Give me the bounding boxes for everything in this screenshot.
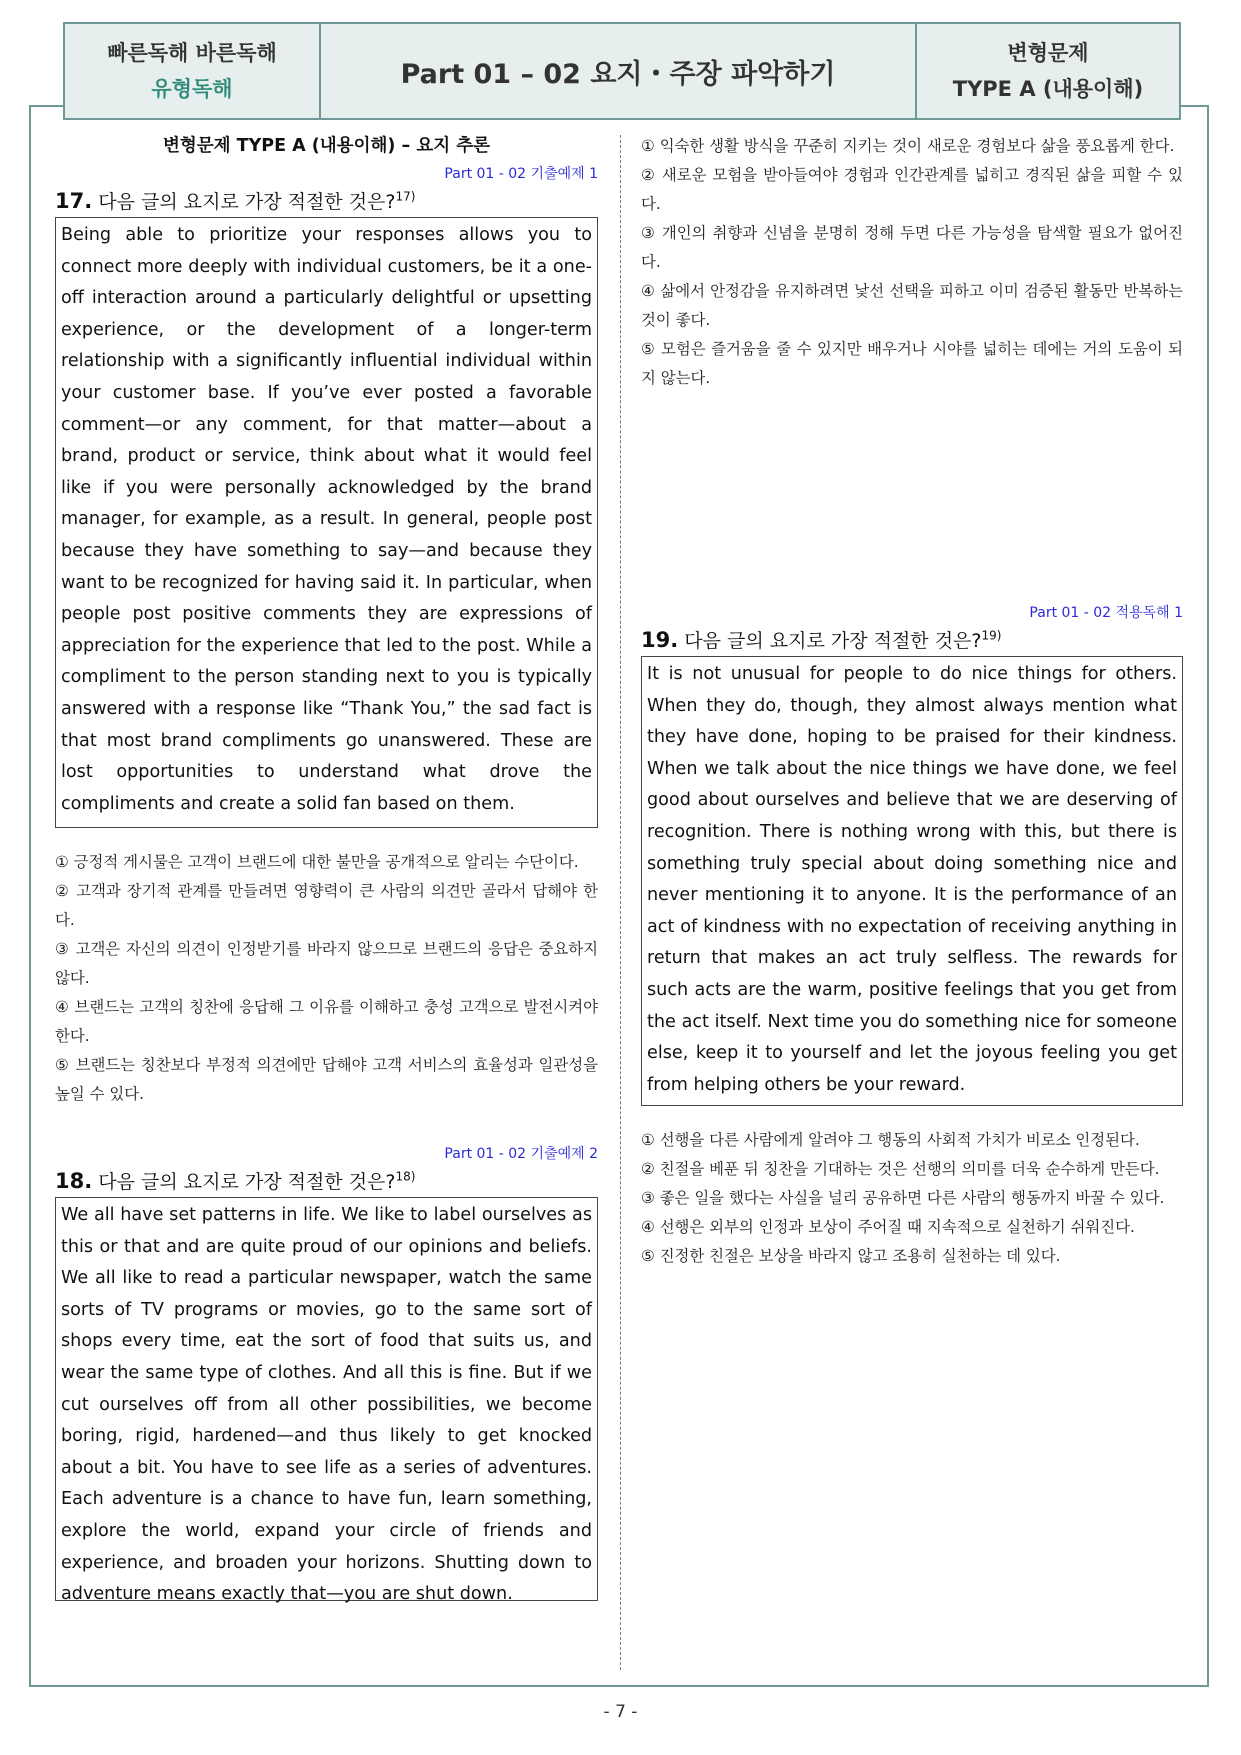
q17-choices [55, 848, 598, 1109]
q18-choice-2: ② 새로운 모험을 받아들여야 경험과 인간관계를 넓히고 경직된 삶을 피할 수 있다. [641, 166, 1183, 213]
q17-choice-1: ① 긍정적 게시물은 고객이 브랜드에 대한 불만을 공개적으로 알리는 수단이다. [55, 853, 579, 871]
header-chapter-title: Part 01 – 02 요지・주장 파악하기 [321, 24, 917, 118]
header-book-name: 빠른독해 바른독해 [107, 41, 277, 65]
q19-choice-3: ③ 좋은 일을 했다는 사실을 널리 공유하면 다른 사람의 행동까지 바꿀 수 있다. [641, 1189, 1165, 1207]
header-book-title [65, 24, 321, 118]
q17-choice-3: ③ 고객은 자신의 의견이 인정받기를 바라지 않으므로 브랜드의 응답은 중요하지 않다. [55, 940, 598, 987]
q19-number: 19. [641, 628, 679, 652]
q19-source: Part 01 - 02 적용독해 1 [1029, 605, 1183, 621]
q18-prompt-text: 다음 글의 요지로 가장 적절한 것은? [98, 1171, 396, 1193]
q19-choice-2: ② 친절을 베푼 뒤 칭찬을 기대하는 것은 선행의 의미를 더욱 순수하게 만든다. [641, 1160, 1160, 1178]
q19-choice-1: ① 선행을 다른 사람에게 알려야 그 행동의 사회적 가치가 비로소 인정된다. [641, 1131, 1140, 1149]
q19-prompt [641, 626, 1183, 653]
q17-footnote: 17) [395, 189, 416, 204]
right-column [641, 132, 1183, 1271]
q17-prompt-text: 다음 글의 요지로 가장 적절한 것은? [98, 191, 396, 213]
page-number: - 7 - [603, 1702, 638, 1722]
q18-source: Part 01 - 02 기출예제 2 [444, 1146, 598, 1162]
q18-choice-1: ① 익숙한 생활 방식을 꾸준히 지키는 것이 새로운 경험보다 삶을 풍요롭게 한다. [641, 137, 1175, 155]
q18-number: 18. [55, 1169, 93, 1193]
q19-choices [641, 1126, 1183, 1271]
q19-footnote: 19) [981, 628, 1002, 643]
q17-choice-2: ② 고객과 장기적 관계를 만들려면 영향력이 큰 사람의 의견만 골라서 답해야 한다. [55, 882, 598, 929]
q19-choice-4: ④ 선행은 외부의 인정과 보상이 주어질 때 지속적으로 실천하기 쉬워진다. [641, 1218, 1135, 1236]
page-header [63, 22, 1181, 120]
q17-choice-5: ⑤ 브랜드는 칭찬보다 부정적 의견에만 답해야 고객 서비스의 효율성과 일관성을 높일 수 있다. [55, 1056, 598, 1103]
left-column [55, 132, 598, 1605]
q18-passage: We all have set patterns in life. We like to label ourselves as this or that and are quite proud of our opinions and beliefs. We all like to read a particular newspaper, watch the same sorts of TV programs or movies, go to the same sort of shops every time, eat the sort of food that suits us, and wear the same type of clothes. And all this is fine. But if we cut ourselves off from all other possibilities, we become boring, rigid, hardened—and thus likely to get knocked about a bit. You have to see life as a series of adventures. Each adventure is a chance to have fun, learn something, explore the world, expand your circle of friends and experience, and broaden your horizons. Shutting down to adventure means exactly that—you are shut down. [55, 1197, 598, 1601]
q19-passage: It is not unusual for people to do nice things for others. When they do, though, they almost always mention what they have done, hoping to be praised for their kindness. When we talk about the nice things we have done, we feel good about ourselves and believe that we are deserving of recognition. There is nothing wrong with this, but there is something truly special about doing something nice and never mentioning it to anyone. It is the performance of an act of kindness with no expectation of receiving anything in return that makes an act truly selfless. The rewards for such acts are the warm, positive feelings that you get from the act itself. Next time you do something nice for someone else, keep it to yourself and let the joyous feeling you get from helping others be your reward. [641, 656, 1183, 1106]
q18-choice-3: ③ 개인의 취향과 신념을 분명히 정해 두면 다른 가능성을 탐색할 필요가 없어진다. [641, 224, 1183, 271]
q18-prompt [55, 1167, 598, 1194]
q17-choice-4: ④ 브랜드는 고객의 칭찬에 응답해 그 이유를 이해하고 충성 고객으로 발전시켜야 한다. [55, 998, 598, 1045]
section-title: 변형문제 TYPE A (내용이해) – 요지 추론 [162, 136, 491, 156]
q17-source: Part 01 - 02 기출예제 1 [444, 166, 598, 182]
q17-prompt [55, 187, 598, 214]
header-question-type [917, 24, 1179, 118]
header-type-name: TYPE A (내용이해) [952, 77, 1144, 101]
header-book-subtitle: 유형독해 [151, 77, 233, 101]
column-divider [620, 135, 621, 1670]
q18-choice-4: ④ 삶에서 안정감을 유지하려면 낯선 선택을 피하고 이미 검증된 활동만 반복하는 것이 좋다. [641, 282, 1183, 329]
q18-choice-5: ⑤ 모험은 즐거움을 줄 수 있지만 배우거나 시야를 넓히는 데에는 거의 도움이 되지 않는다. [641, 340, 1183, 387]
q19-prompt-text: 다음 글의 요지로 가장 적절한 것은? [684, 630, 982, 652]
q18-choices [641, 132, 1183, 602]
q17-number: 17. [55, 189, 93, 213]
header-type-label: 변형문제 [1007, 41, 1089, 65]
q18-footnote: 18) [395, 1169, 416, 1184]
q19-choice-5: ⑤ 진정한 친절은 보상을 바라지 않고 조용히 실천하는 데 있다. [641, 1247, 1061, 1265]
q17-passage: Being able to prioritize your responses allows you to connect more deeply with individual customers, be it a one-off interaction around a particularly delightful or upsetting experience, or the development of a longer-term relationship with a significantly influential individual within your customer base. If you’ve ever posted a favorable comment—or any comment, for that matter—about a brand, product or service, think about what it would feel like if you were personally acknowledged by the brand manager, for example, as a result. In general, people post because they have something to say—and because they want to be recognized for having said it. In particular, when people post positive comments they are expressions of appreciation for the experience that led to the post. While a compliment to the person standing next to you is typically answered with a response like “Thank You,” the sad fact is that most brand compliments go unanswered. These are lost opportunities to understand what drove the compliments and create a solid fan based on them. [55, 217, 598, 828]
